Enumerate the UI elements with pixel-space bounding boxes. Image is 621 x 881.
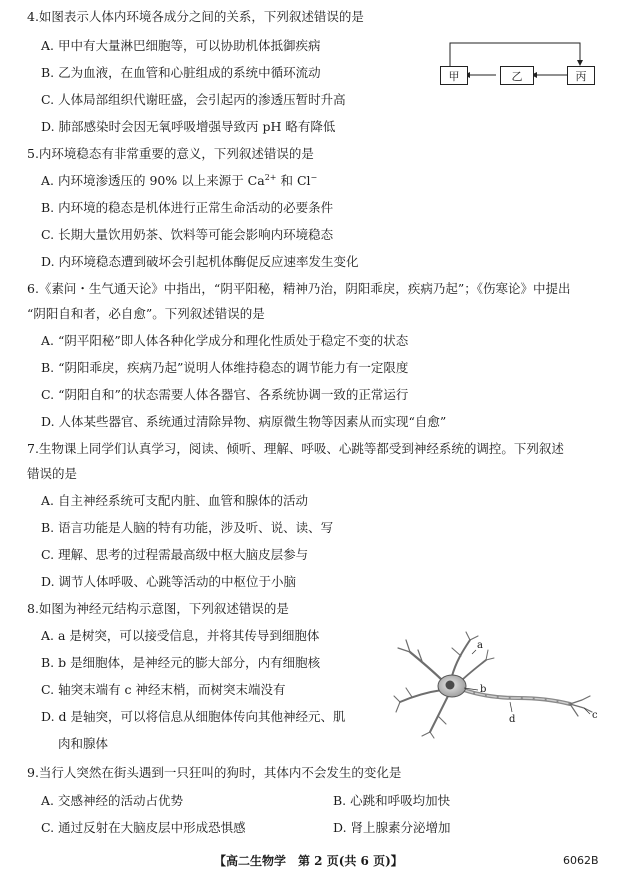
q4-stem: 4.如图表示人体内环境各成分之间的关系，下列叙述错误的是 <box>27 9 364 24</box>
q6-option-d: D. 人体某些器官、系统通过清除异物、病原微生物等因素从而实现“自愈” <box>41 414 447 429</box>
box-bing: 丙 <box>567 66 595 85</box>
page-footer: 【高二生物学 第 2 页(共 6 页)】 <box>214 854 403 868</box>
q9-stem: 9.当行人突然在街头遇到一只狂叫的狗时，其体内不会发生的变化是 <box>27 765 402 780</box>
q7-stem-line2: 错误的是 <box>27 466 78 481</box>
q8-option-d-continued: 肉和腺体 <box>58 736 109 751</box>
q8-option-c: C. 轴突末端有 c 神经末梢，而树突末端没有 <box>41 682 286 697</box>
q4-option-b: B. 乙为血液，在血管和心脏组成的系统中循环流动 <box>41 65 321 80</box>
q5-stem: 5.内环境稳态有非常重要的意义，下列叙述错误的是 <box>27 146 314 161</box>
q6-stem-line2: “阴阳自和者，必自愈”。下列叙述错误的是 <box>27 306 265 321</box>
q6-option-c: C. “阴阳自和”的状态需要人体各器官、各系统协调一致的正常运行 <box>41 387 409 402</box>
q8-option-d: D. d 是轴突，可以将信息从细胞体传向其他神经元、肌 <box>41 709 346 724</box>
q9-option-d: D. 肾上腺素分泌增加 <box>333 820 451 835</box>
q4-option-d: D. 肺部感染时会因无氧呼吸增强导致丙 pH 略有降低 <box>41 119 336 134</box>
q9-option-c: C. 通过反射在大脑皮层中形成恐惧感 <box>41 820 246 835</box>
q7-option-d: D. 调节人体呼吸、心跳等活动的中枢位于小脑 <box>41 574 297 589</box>
q4-option-c: C. 人体局部组织代谢旺盛，会引起丙的渗透压暂时升高 <box>41 92 346 107</box>
q8-option-a: A. a 是树突，可以接受信息，并将其传导到细胞体 <box>41 628 320 643</box>
q7-option-c: C. 理解、思考的过程需最高级中枢大脑皮层参与 <box>41 547 309 562</box>
box-jia: 甲 <box>440 66 468 85</box>
neuron-label-c: c <box>592 710 598 721</box>
q7-option-b: B. 语言功能是人脑的特有功能，涉及听、说、读、写 <box>41 520 334 535</box>
box-yi: 乙 <box>500 66 534 85</box>
q7-stem-line1: 7.生物课上同学们认真学习，阅读、倾听、理解、呼吸、心跳等都受到神经系统的调控。下列叙述 <box>27 441 564 456</box>
q6-option-b: B. “阴阳乖戾，疾病乃起”说明人体维持稳态的调节能力有一定限度 <box>41 360 409 375</box>
q5-option-d: D. 内环境稳态遭到破坏会引起机体酶促反应速率发生变化 <box>41 254 359 269</box>
q8-option-b: B. b 是细胞体，是神经元的膨大部分，内有细胞核 <box>41 655 321 670</box>
q7-option-a: A. 自主神经系统可支配内脏、血管和腺体的活动 <box>41 493 308 508</box>
neuron-label-d: d <box>509 714 516 725</box>
q9-option-a: A. 交感神经的活动占优势 <box>41 793 183 808</box>
q6-stem-line1: 6.《素问・生气通天论》中指出，“阴平阳秘，精神乃治，阴阳乖戾，疾病乃起”；《伤寒论》中提出 <box>27 281 571 296</box>
q5-option-b: B. 内环境的稳态是机体进行正常生命活动的必要条件 <box>41 200 334 215</box>
neuron-label-b: b <box>480 684 487 695</box>
q8-stem: 8.如图为神经元结构示意图，下列叙述错误的是 <box>27 601 289 616</box>
neuron-illustration <box>392 630 604 740</box>
neuron-diagram <box>392 630 604 740</box>
q5-option-c: C. 长期大量饮用奶茶、饮料等可能会影响内环境稳态 <box>41 227 334 242</box>
q9-option-b: B. 心跳和呼吸均加快 <box>333 793 451 808</box>
q4-diagram <box>440 35 590 90</box>
q5-option-a: A. 内环境渗透压的 90% 以上来源于 $Ca^{2+}$ 和 Cl− <box>41 173 318 188</box>
q4-option-a: A. 甲中有大量淋巴细胞等，可以协助机体抵御疾病 <box>41 38 321 53</box>
paper-code: 6062B <box>563 854 599 867</box>
q6-option-a: A. “阴平阳秘”即人体各种化学成分和理化性质处于稳定不变的状态 <box>41 333 409 348</box>
neuron-label-a: a <box>477 640 483 651</box>
